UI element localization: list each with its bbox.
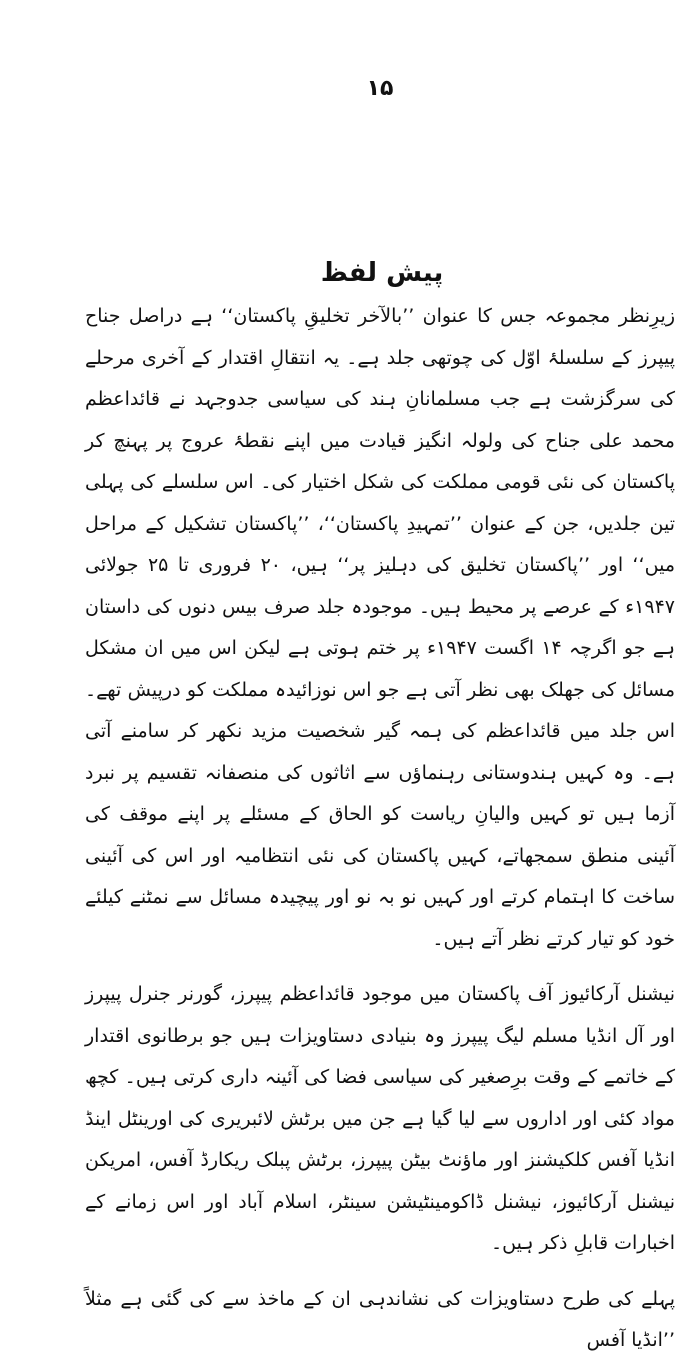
paragraph: زیرِنظر مجموعہ جس کا عنوان ’’بالآخر تخلیقِ پاکستان‘‘ ہے دراصل جناح پیپرز کے سلسلۂ اوّل کی چوتھی جلد ہے۔ یہ انتقالِ اقتدار کے آخری مرحلے کی سرگزشت ہے جب مسلمانانِ ہند کی سیاسی جدوجہد نے قائداعظم محمد علی جناح کی ولولہ انگیز قیادت میں اپنے نقطۂ عروج پر پہنچ کر پاکستان کی نئی قومی مملکت کی شکل اختیار کی۔ اس سلسلے کی پہلی تین جلدیں، جن کے عنوان ’’تمہیدِ پاکستان‘‘، ’’پاکستان تشکیل کے مراحل میں‘‘ اور ’’پاکستان تخلیق کی دہلیز پر‘‘ ہیں، ۲۰ فروری تا ۲۵ جولائی ۱۹۴۷ء کے عرصے پر محیط ہیں۔ موجودہ جلد صرف بیس دنوں کی داستان ہے جو اگرچہ ۱۴ اگست ۱۹۴۷ء پر ختم ہوتی ہے لیکن اس میں ان مشکل مسائل کی جھلک بھی نظر آتی ہے جو اس نوزائیدہ مملکت کو درپیش تھے۔ اس جلد میں قائداعظم کی ہمہ گیر شخصیت مزید نکھر کر سامنے آتی ہے۔ وہ کہیں ہندوستانی رہنماؤں سے اثاثوں کی منصفانہ تقسیم پر نبرد آزما ہیں تو کہیں والیانِ ریاست کو الحاق کے مسئلے پر اپنے موقف کی آئینی منطق سمجھاتے، کہیں پاکستان کی نئی انتظامیہ اور اس کی آئینی ساخت کا اہتمام کرتے اور کہیں نو بہ نو اور پیچیدہ مسائل سے نمٹنے کیلئے خود کو تیار کرتے نظر آتے ہیں۔ [85, 305, 676, 950]
paragraph: نیشنل آرکائیوز آف پاکستان میں موجود قائداعظم پیپرز، گورنر جنرل پیپرز اور آل انڈیا مسلم لیگ پیپرز وہ بنیادی دستاویزات ہیں جو برطانوی اقتدار کے خاتمے کے وقت برِصغیر کی سیاسی فضا کی آئینہ داری کرتی ہیں۔ کچھ مواد کئی اور اداروں سے لیا گیا ہے جن میں برٹش لائبریری کی اورینٹل اینڈ انڈیا آفس کلکیشنز اور ماؤنٹ بیٹن پیپرز، برٹش پبلک ریکارڈ آفس، امریکن نیشنل آرکائیوز، نیشنل ڈاکومینٹیشن سینٹر، اسلام آباد اور اس زمانے کے اخبارات قابلِ ذکر ہیں۔ [85, 983, 675, 1254]
body-text [85, 296, 675, 1362]
page-number: ۱۵ [366, 76, 394, 101]
page-heading: پیش لفظ [320, 258, 444, 288]
paragraph: پہلے کی طرح دستاویزات کی نشاندہی ان کے ماخذ سے کی گئی ہے مثلاً ’’انڈیا آفس [85, 1287, 675, 1351]
